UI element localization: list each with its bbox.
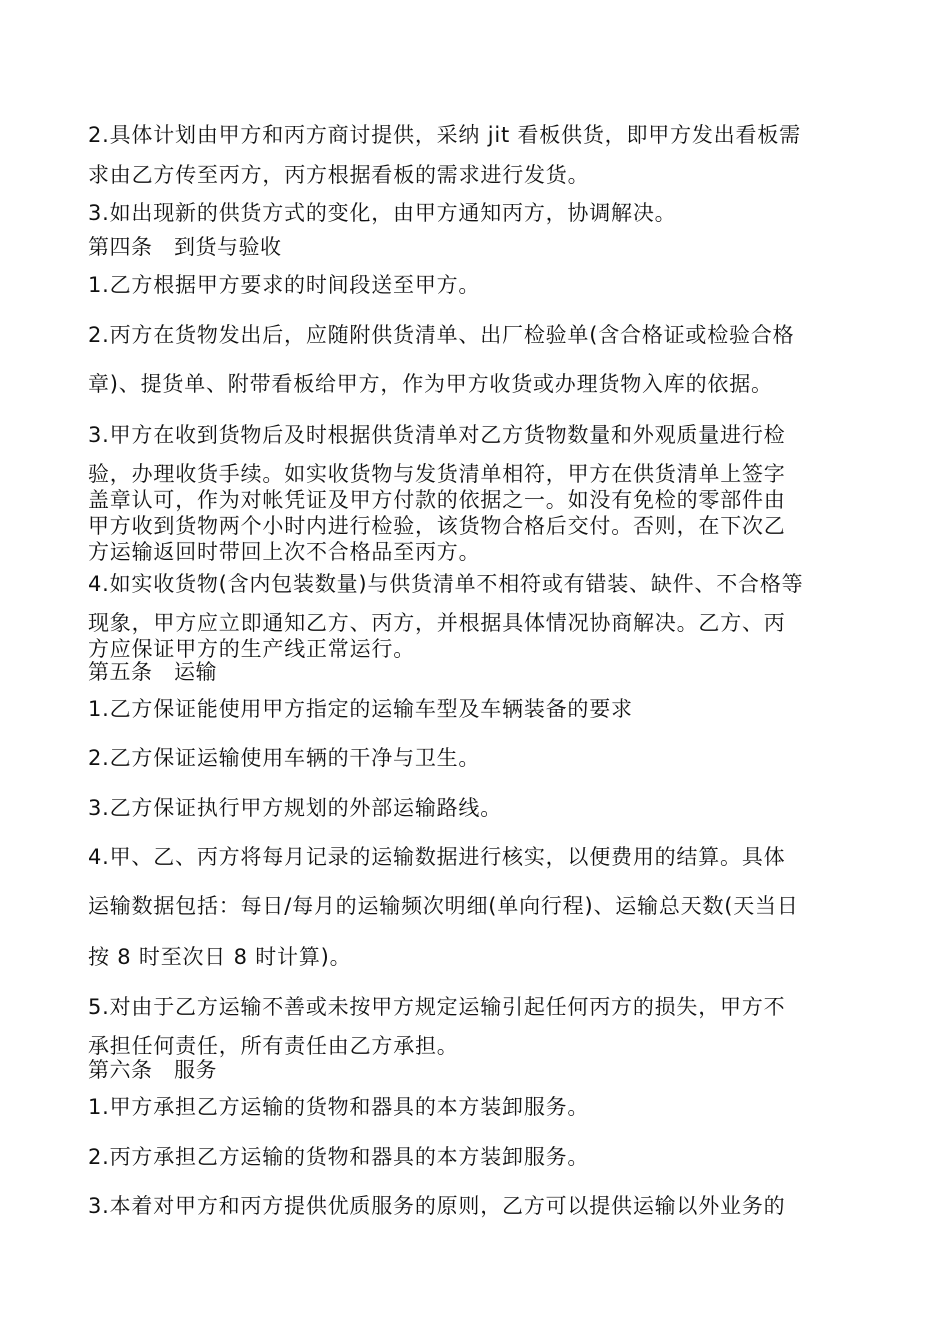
text-line: 4.如实收货物(含内包装数量)与供货清单不相符或有错装、缺件、不合格等 [88, 572, 804, 596]
text-line: 承担任何责任，所有责任由乙方承担。 [88, 1034, 459, 1058]
text-line: 盖章认可，作为对帐凭证及甲方付款的依据之一。如没有免检的零部件由 [88, 488, 786, 512]
text-line: 3.乙方保证执行甲方规划的外部运输路线。 [88, 796, 503, 820]
text-line: 3.本着对甲方和丙方提供优质服务的原则，乙方可以提供运输以外业务的 [88, 1194, 786, 1218]
text-line: 甲方收到货物两个小时内进行检验，该货物合格后交付。否则，在下次乙 [88, 514, 786, 538]
section-heading: 第六条 服务 [88, 1058, 217, 1082]
text-line: 3.如出现新的供货方式的变化，由甲方通知丙方，协调解决。 [88, 201, 677, 225]
text-line: 现象，甲方应立即通知乙方、丙方，并根据具体情况协商解决。乙方、丙 [88, 611, 786, 635]
text-line: 运输数据包括：每日/每月的运输频次明细(单向行程)、运输总天数(天当日 [88, 894, 799, 918]
text-line: 3.甲方在收到货物后及时根据供货清单对乙方货物数量和外观质量进行检 [88, 423, 786, 447]
text-line: 2.乙方保证运输使用车辆的干净与卫生。 [88, 746, 481, 770]
text-line: 章)、提货单、附带看板给甲方，作为甲方收货或办理货物入库的依据。 [88, 372, 773, 396]
text-line: 5.对由于乙方运输不善或未按甲方规定运输引起任何丙方的损失，甲方不 [88, 995, 786, 1019]
section-heading: 第五条 运输 [88, 660, 217, 684]
text-line: 方运输返回时带回上次不合格品至丙方。 [88, 540, 481, 564]
text-line: 1.乙方保证能使用甲方指定的运输车型及车辆装备的要求 [88, 697, 633, 721]
text-line: 求由乙方传至丙方，丙方根据看板的需求进行发货。 [88, 163, 590, 187]
text-line: 2.具体计划由甲方和丙方商讨提供，采纳 jit 看板供货，即甲方发出看板需 [88, 123, 801, 147]
text-line: 2.丙方承担乙方运输的货物和器具的本方装卸服务。 [88, 1145, 590, 1169]
text-line: 4.甲、乙、丙方将每月记录的运输数据进行核实，以便费用的结算。具体 [88, 845, 786, 869]
text-line: 按 8 时至次日 8 时计算)。 [88, 945, 352, 969]
text-line: 2.丙方在货物发出后，应随附供货清单、出厂检验单(含合格证或检验合格 [88, 323, 795, 347]
section-heading: 第四条 到货与验收 [88, 235, 282, 259]
text-line: 1.乙方根据甲方要求的时间段送至甲方。 [88, 273, 481, 297]
text-line: 方应保证甲方的生产线正常运行。 [88, 637, 415, 661]
text-line: 验，办理收货手续。如实收货物与发货清单相符，甲方在供货清单上签字 [88, 462, 786, 486]
text-line: 1.甲方承担乙方运输的货物和器具的本方装卸服务。 [88, 1095, 590, 1119]
